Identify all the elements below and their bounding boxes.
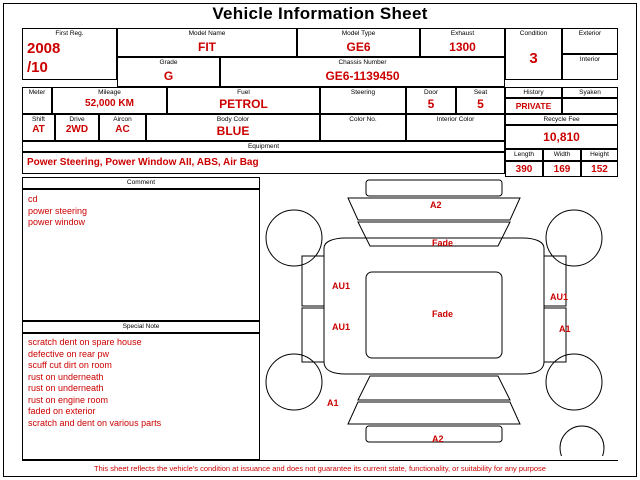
special-note-line: scuff cut dirt on room (28, 360, 112, 370)
model-type-label: Model Type (341, 30, 376, 37)
mileage-value: 52,000 KM (85, 98, 134, 109)
recycle-fee-label: Recycle Fee (543, 116, 580, 123)
recycle-fee-label-cell (505, 114, 618, 125)
recycle-fee-value: 10,810 (543, 130, 580, 144)
fuel-label: Fuel (237, 89, 250, 96)
body-color-value: BLUE (216, 124, 250, 138)
length-label: Length (514, 151, 534, 158)
damage-mark: A2 (432, 434, 444, 444)
length-label-cell (505, 149, 543, 161)
fuel-value: PETROL (219, 97, 268, 111)
damage-mark: AU1 (550, 292, 569, 302)
chassis-value: GE6-1139450 (325, 69, 400, 83)
condition-cell (505, 28, 562, 80)
footer-divider (22, 460, 618, 461)
page-title: Vehicle Information Sheet (212, 4, 428, 23)
first-reg-year: 2008 (27, 40, 61, 57)
first-reg-cell (22, 28, 117, 80)
door-value: 5 (427, 97, 435, 111)
aircon-cell (99, 114, 146, 141)
mileage-label: Mileage (98, 89, 121, 96)
damage-mark: AU1 (332, 281, 351, 291)
grade-cell (117, 57, 220, 87)
comment-box (22, 189, 260, 321)
exhaust-label: Exhaust (450, 30, 475, 37)
seat-label: Seat (473, 89, 488, 96)
chassis-label: Chassis Number (338, 59, 387, 66)
condition-value: 3 (529, 50, 538, 67)
fuel-cell (167, 87, 320, 114)
door-cell (406, 87, 456, 114)
history-value-cell (505, 98, 562, 114)
color-no-label: Color No. (349, 116, 377, 123)
equipment-value-cell (22, 152, 505, 174)
width-label: Width (553, 151, 571, 158)
color-no-cell (320, 114, 406, 141)
syaken-label: Syaken (579, 89, 601, 96)
history-label-cell (505, 87, 562, 98)
exhaust-cell (420, 28, 505, 57)
length-value-cell (505, 161, 543, 177)
recycle-fee-value-cell (505, 125, 618, 149)
damage-mark: A2 (430, 200, 442, 210)
chassis-cell (220, 57, 505, 87)
syaken-value-cell (562, 98, 618, 114)
exhaust-value: 1300 (449, 40, 476, 54)
comment-line: cd (28, 194, 38, 204)
interior-color-cell (406, 114, 505, 141)
seat-value: 5 (477, 97, 484, 111)
damage-mark: A1 (327, 398, 339, 408)
width-label-cell (543, 149, 581, 161)
mileage-cell (52, 87, 167, 114)
damage-mark: AU1 (332, 322, 351, 332)
height-value: 152 (591, 164, 608, 175)
aircon-label: Aircon (113, 116, 132, 123)
special-note-line: defective on rear pw (28, 348, 110, 359)
model-type-value: GE6 (346, 40, 371, 54)
syaken-label-cell (562, 87, 618, 98)
special-note-line: faded on exterior (28, 406, 96, 416)
special-note-line: scratch and dent on various parts (28, 417, 162, 428)
footer-disclaimer: This sheet reflects the vehicle's condition at issuance and does not guarantee its current state, functionality, or suitability for any purpose (94, 464, 546, 473)
seat-cell (456, 87, 505, 114)
comment-line: power steering (28, 205, 88, 216)
shift-cell (22, 114, 55, 141)
steering-label: Steering (350, 89, 376, 96)
model-type-cell (297, 28, 420, 57)
meter-cell (22, 87, 52, 114)
history-value: PRIVATE (515, 101, 552, 111)
width-value: 169 (553, 164, 571, 175)
steering-cell (320, 87, 406, 114)
model-name-label: Model Name (188, 30, 226, 37)
drive-cell (55, 114, 99, 141)
exterior-cell (562, 28, 618, 54)
comment-lines (23, 194, 87, 229)
condition-label: Condition (519, 30, 548, 37)
comment-line: power window (28, 217, 86, 227)
comment-label: Comment (126, 179, 156, 186)
meter-label: Meter (28, 89, 46, 96)
equipment-label-cell (22, 141, 505, 152)
length-value: 390 (515, 164, 533, 175)
special-note-line: rust on engine room (28, 394, 109, 405)
vehicle-damage-diagram (262, 176, 634, 456)
special-note-line: scratch dent on spare house (28, 337, 142, 347)
height-label: Height (590, 151, 609, 158)
special-note-line: rust on underneath (28, 371, 104, 382)
door-label: Door (423, 89, 439, 96)
height-label-cell (581, 149, 618, 161)
grade-label: Grade (159, 59, 178, 66)
height-value-cell (581, 161, 618, 177)
comment-label-cell (22, 177, 260, 189)
special-note-line: rust on underneath (28, 383, 104, 393)
equipment-value: Power Steering, Power Window AII, ABS, Air Bag (27, 157, 259, 168)
model-name-cell (117, 28, 297, 57)
interior-cell (562, 54, 618, 80)
history-label: History (523, 89, 544, 96)
damage-mark: Fade (432, 238, 454, 248)
interior-label: Interior (579, 56, 601, 63)
model-name-value: FIT (198, 40, 216, 54)
aircon-value: AC (115, 124, 130, 135)
special-note-label-cell (22, 321, 260, 333)
damage-mark: A1 (559, 324, 571, 334)
damage-mark: Fade (432, 309, 454, 319)
exterior-label: Exterior (578, 30, 602, 37)
body-color-cell (146, 114, 320, 141)
shift-label: Shift (31, 116, 45, 123)
grade-value: G (163, 69, 174, 83)
first-reg-label: First Reg. (55, 30, 84, 37)
first-reg-month: /10 (27, 59, 48, 76)
shift-value: AT (32, 124, 45, 135)
drive-label: Drive (69, 116, 85, 123)
drive-value: 2WD (65, 124, 89, 135)
width-value-cell (543, 161, 581, 177)
special-note-box (22, 333, 260, 460)
special-note-label: Special Note (122, 323, 160, 330)
body-color-label: Body Color (216, 116, 250, 123)
equipment-label: Equipment (247, 143, 280, 150)
interior-color-label: Interior Color (436, 116, 475, 123)
special-note-lines (23, 337, 161, 429)
